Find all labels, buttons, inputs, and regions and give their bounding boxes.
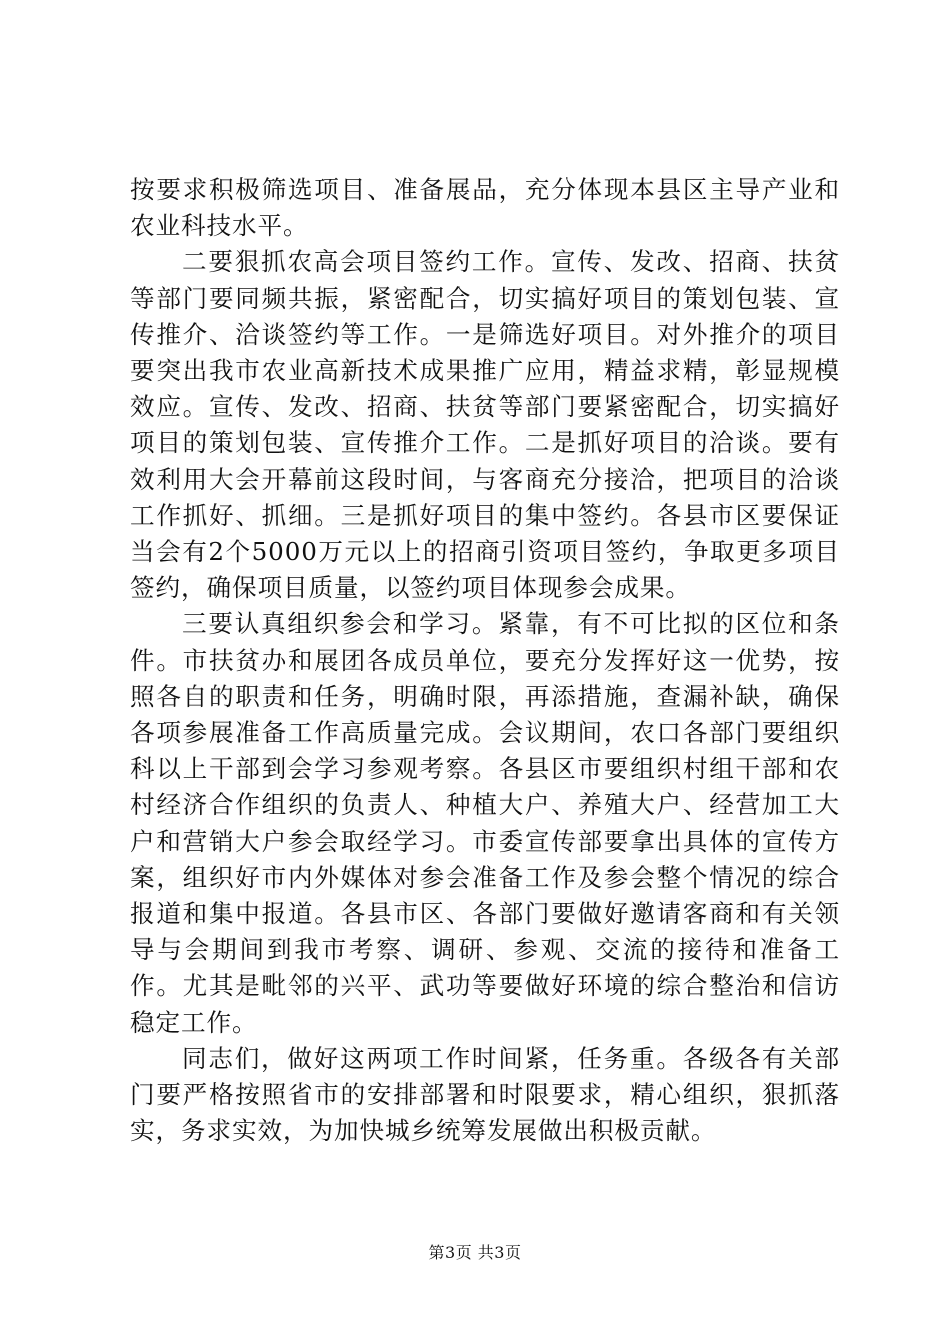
paragraph-participation-study: 三要认真组织参会和学习。紧靠，有不可比拟的区位和条件。市扶贫办和展团各成员单位，要充分发挥好这一优势，按照各自的职责和任务，明确时限，再添措施，查漏补缺，确保各项参展准备工作高质量完成。会议期间，农口各部门要组织科以上干部到会学习参观考察。各县区市要组织村组干部和农村经济合作组织的负责人、种植大户、养殖大户、经营加工大户和营销大户参会取经学习。市委宣传部要拿出具体的宣传方案，组织好市内外媒体对参会准备工作及参会整个情况的综合报道和集中报道。各县市区、各部门要做好邀请客商和有关领导与会期间到我市考察、调研、参观、交流的接待和准备工作。尤其是毗邻的兴平、武功等要做好环境的综合整治和信访稳定工作。 xyxy=(130,609,840,1037)
document-body xyxy=(130,172,840,1149)
page-footer: 第3页 共3页 xyxy=(428,1243,522,1262)
paragraph-continuation: 按要求积极筛选项目、准备展品，充分体现本县区主导产业和农业科技水平。 xyxy=(130,175,840,241)
paragraph-closing: 同志们，做好这两项工作时间紧，任务重。各级各有关部门要严格按照省市的安排部署和时限要求，精心组织，狠抓落实，务求实效，为加快城乡统筹发展做出积极贡献。 xyxy=(130,1043,840,1146)
paragraph-project-signing: 二要狠抓农高会项目签约工作。宣传、发改、招商、扶贫等部门要同频共振，紧密配合，切实搞好项目的策划包装、宣传推介、洽谈签约等工作。一是筛选好项目。对外推介的项目要突出我市农业高新技术成果推广应用，精益求精，彰显规模效应。宣传、发改、招商、扶贫等部门要紧密配合，切实搞好项目的策划包装、宣传推介工作。二是抓好项目的洽谈。要有效利用大会开幕前这段时间，与客商充分接洽，把项目的洽谈工作抓好、抓细。三是抓好项目的集中签约。各县市区要保证当会有2个5000万元以上的招商引资项目签约，争取更多项目签约，确保项目质量，以签约项目体现参会成果。 xyxy=(130,247,840,603)
